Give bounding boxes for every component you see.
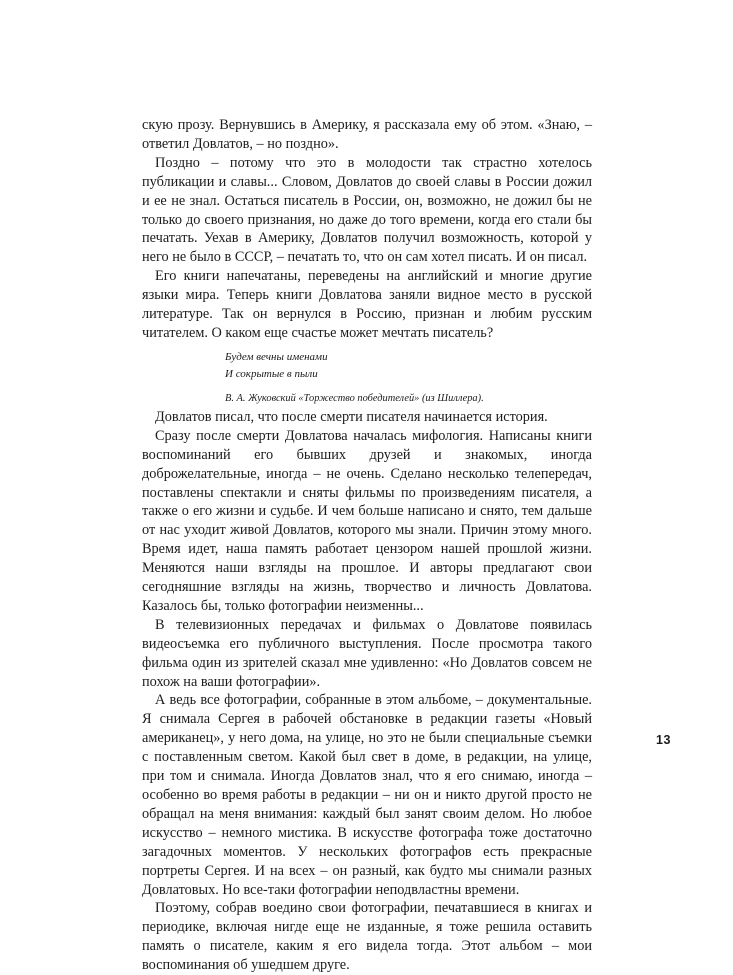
epigraph-source: В. А. Жуковский «Торжество победителей» (из Шиллера). [225, 392, 484, 404]
paragraph-6: В телевизионных передачах и фильмах о Довлатове появилась видеосъемка его публичного выступления. После просмотра такого фильма один из зрителей сказал мне удивленно: «Но Довлатов совсем не похож на ваши фотографии». [142, 616, 592, 690]
paragraph-1: скую прозу. Вернувшись в Америку, я рассказала ему об этом. «Знаю, – ответил Довлатов, – но поздно». [142, 117, 592, 152]
epigraph [225, 349, 592, 383]
paragraph-5: Сразу после смерти Довлатова началась мифология. Написаны книги воспоминаний его бывших друзей и знакомых, иногда доброжелательные, иногда – не очень. Сделано несколько телепередач, поставлены спектакли и сняты фильмы по произведениям писателя, а также о его жизни и судьбе. И чем больше написано и снято, тем дальше от нас уходит живой Довлатов, которого мы знали. Причин этому много. Время идет, наша память работает цензором нашей прошлой жизни. Меняются наши взгляды на прошлое. И авторы предлагают свои сегодняшние взгляды на жизнь, творчество и личность Довлатова. Казалось бы, только фотографии неизменны... [142, 427, 592, 614]
page-number: 13 [656, 733, 671, 747]
paragraph-8: Поэтому, собрав воедино свои фотографии, печатавшиеся в книгах и периодике, включая нигде еще не изданные, я тоже решила оставить память о писателе, каким я его видела тогда. Этот альбом – мои воспоминания об ушедшем друге. [142, 900, 592, 974]
paragraph-3: Его книги напечатаны, переведены на английский и многие другие языки мира. Теперь книги Довлатова заняли видное место в русской литературе. Так он вернулся в Россию, признан и любим русским читателем. О каком еще счастье может мечтать писатель? [142, 268, 592, 341]
epigraph-line-1: Будем вечны именами [225, 350, 328, 363]
epigraph-line-2: И сокрытые в пыли [225, 367, 318, 380]
paragraph-4: Довлатов писал, что после смерти писателя начинается история. [155, 408, 548, 425]
page-body [142, 116, 592, 975]
paragraph-7: А ведь все фотографии, собранные в этом альбоме, – документальные. Я снимала Сергея в рабочей обстановке в редакции газеты «Новый американец», у него дома, на улице, но это не были специальные съемки с поставленным светом. Какой был свет в доме, в редакции, на улице, при том и снимала. Иногда Довлатов знал, что я его снимаю, иногда – особенно во время работы в редакции – ни он и никто другой просто не обращал на меня внимания: каждый был занят своим делом. Но любое искусство – немного мистика. В искусстве фотографа тоже достаточно загадочных моментов. У нескольких фотографов есть прекрасные портреты Сергея. И на всех – он разный, как будто мы снимали разных Довлатовых. Но все-таки фотографии неподвластны времени. [142, 692, 592, 898]
paragraph-2: Поздно – потому что это в молодости так страстно хотелось публикации и славы... Словом, Довлатов до своей славы в России дожил и ее не знал. Остаться писатель в России, он, возможно, не дожил бы не только до своего признания, но даже до того времени, когда его стали бы печатать. Уехав в Америку, Довлатов получил возможность, которой у него не было в СССР, – печатать то, что он сам хотел писать. И он писал. [142, 154, 592, 266]
